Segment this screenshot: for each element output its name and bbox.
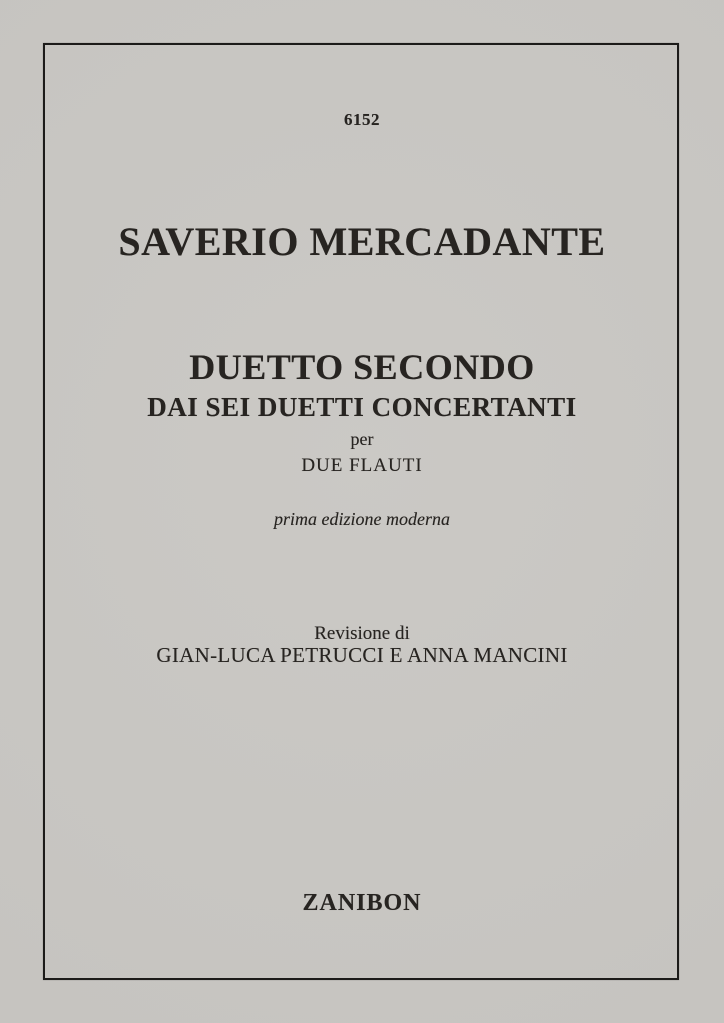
for-label: per	[350, 429, 374, 449]
revisers-names: GIAN-LUCA PETRUCCI E ANNA MANCINI	[156, 643, 568, 667]
publisher-name: ZANIBON	[302, 890, 422, 916]
edition-note: prima edizione moderna	[274, 509, 450, 529]
plate-number: 6152	[344, 110, 380, 129]
work-title: DUETTO SECONDO	[189, 347, 535, 387]
composer-name: SAVERIO MERCADANTE	[118, 219, 606, 264]
instrumentation: DUE FLAUTI	[301, 455, 423, 476]
revision-label: Revisione di	[314, 623, 410, 644]
work-subtitle: DAI SEI DUETTI CONCERTANTI	[147, 392, 577, 422]
